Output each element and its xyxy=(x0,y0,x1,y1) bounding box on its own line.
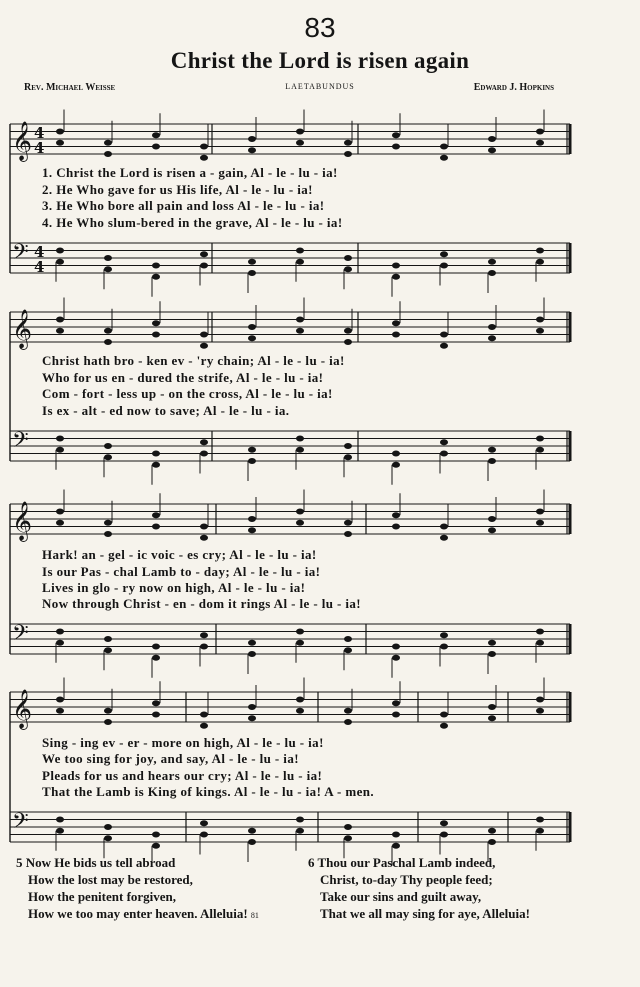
note-head xyxy=(56,817,64,823)
note-head xyxy=(536,697,544,703)
note-head xyxy=(344,443,352,449)
note-head xyxy=(488,828,496,834)
note-head xyxy=(536,317,544,323)
note-head xyxy=(488,270,496,276)
bass-clef: 𝄢 xyxy=(12,621,29,651)
note-head xyxy=(152,655,160,661)
note-head xyxy=(488,704,496,710)
note-head xyxy=(104,328,112,334)
verse-5 xyxy=(16,854,259,924)
note-head xyxy=(248,828,256,834)
note-head xyxy=(56,129,64,135)
note-head xyxy=(248,270,256,276)
note-head xyxy=(536,629,544,635)
verse-line: How we too may enter heaven. Alleluia! xyxy=(28,906,248,921)
lyric-line: Sing - ing ev - er - more on high, Al - le - lu - ia! xyxy=(42,735,324,750)
note-head xyxy=(56,509,64,515)
note-head xyxy=(488,259,496,265)
note-head xyxy=(296,640,304,646)
time-signature-top: 4 xyxy=(34,124,45,142)
lyric-line: Lives in glo - ry now on high, Al - le - lu - ia! xyxy=(42,580,306,595)
note-head xyxy=(344,339,352,345)
note-head xyxy=(296,509,304,515)
note-head xyxy=(248,516,256,522)
note-head xyxy=(344,719,352,725)
note-head xyxy=(296,317,304,323)
verse-line: Now He bids us tell abroad xyxy=(25,855,176,870)
note-head xyxy=(440,451,448,457)
music-credit: Edward J. Hopkins xyxy=(473,82,554,93)
note-head xyxy=(104,520,112,526)
note-head xyxy=(152,332,160,338)
verse-line: Thou our Paschal Lamb indeed, xyxy=(317,855,496,870)
note-head xyxy=(152,263,160,269)
note-head xyxy=(440,332,448,338)
note-head xyxy=(56,140,64,146)
note-head xyxy=(56,828,64,834)
note-head xyxy=(200,644,208,650)
note-head xyxy=(536,248,544,254)
note-head xyxy=(440,712,448,718)
lyric-line: Hark! an - gel - ic voic - es cry; Al - le - lu - ia! xyxy=(42,547,317,562)
note-head xyxy=(344,708,352,714)
note-head xyxy=(104,443,112,449)
note-head xyxy=(488,136,496,142)
note-head xyxy=(104,339,112,345)
note-head xyxy=(200,332,208,338)
lyric-line: 2. He Who gave for us His life, Al - le - lu - ia! xyxy=(42,182,313,197)
note-head xyxy=(536,328,544,334)
note-head xyxy=(104,636,112,642)
note-head xyxy=(104,531,112,537)
note-head xyxy=(56,328,64,334)
note-head xyxy=(392,644,400,650)
verse-number: 6 xyxy=(308,855,315,870)
note-head xyxy=(344,636,352,642)
note-head xyxy=(440,343,448,349)
note-head xyxy=(200,251,208,257)
note-head xyxy=(104,255,112,261)
note-head xyxy=(248,147,256,153)
note-head xyxy=(536,447,544,453)
note-head xyxy=(344,328,352,334)
note-head xyxy=(104,266,112,272)
note-head xyxy=(152,644,160,650)
note-head xyxy=(200,155,208,161)
note-head xyxy=(104,708,112,714)
note-head xyxy=(200,832,208,838)
note-head xyxy=(104,824,112,830)
note-head xyxy=(248,259,256,265)
note-head xyxy=(392,832,400,838)
lyric-line: Christ hath bro - ken ev - 'ry chain; Al - le - lu - ia! xyxy=(42,353,345,368)
note-head xyxy=(200,439,208,445)
note-head xyxy=(536,129,544,135)
time-signature-top: 4 xyxy=(34,243,45,261)
treble-clef: 𝄞 xyxy=(12,501,33,541)
note-head xyxy=(392,332,400,338)
lyric-line: Is our Pas - chal Lamb to - day; Al - le - lu - ia! xyxy=(42,564,321,579)
note-head xyxy=(248,651,256,657)
note-head xyxy=(536,259,544,265)
treble-clef: 𝄞 xyxy=(12,121,33,161)
note-head xyxy=(344,647,352,653)
note-head xyxy=(536,708,544,714)
lyric-line: 1. Christ the Lord is risen a - gain, Al - le - lu - ia! xyxy=(42,165,338,180)
note-head xyxy=(392,451,400,457)
note-head xyxy=(248,640,256,646)
note-head xyxy=(392,712,400,718)
note-head xyxy=(296,259,304,265)
note-head xyxy=(248,715,256,721)
note-head xyxy=(440,263,448,269)
note-head xyxy=(392,132,400,138)
hymn-title: Christ the Lord is risen again xyxy=(170,48,470,73)
note-head xyxy=(344,835,352,841)
note-head xyxy=(56,259,64,265)
words-credit: Rev. Michael Weisse xyxy=(24,82,116,93)
note-head xyxy=(152,512,160,518)
verse-6 xyxy=(308,854,530,922)
note-head xyxy=(104,140,112,146)
verse-number: 5 xyxy=(16,855,23,870)
lyric-line: Com - fort - less up - on the cross, Al - le - lu - ia! xyxy=(42,386,333,401)
note-head xyxy=(536,640,544,646)
note-head xyxy=(104,454,112,460)
note-head xyxy=(536,509,544,515)
note-head xyxy=(152,832,160,838)
note-head xyxy=(200,820,208,826)
time-signature-bottom: 4 xyxy=(34,258,45,276)
lyric-line: Is ex - alt - ed now to save; Al - le - lu - ia. xyxy=(42,403,290,418)
note-head xyxy=(152,451,160,457)
note-head xyxy=(248,324,256,330)
note-head xyxy=(296,129,304,135)
bass-clef: 𝄢 xyxy=(12,809,29,839)
note-head xyxy=(152,712,160,718)
verse-line: How the penitent forgiven, xyxy=(28,889,177,904)
bass-clef: 𝄢 xyxy=(12,240,29,270)
note-head xyxy=(392,263,400,269)
note-head xyxy=(344,531,352,537)
note-head xyxy=(440,820,448,826)
verse-line: That we all may sing for aye, Alleluia! xyxy=(320,906,530,921)
note-head xyxy=(104,151,112,157)
note-head xyxy=(488,147,496,153)
note-head xyxy=(440,155,448,161)
note-head xyxy=(296,328,304,334)
note-head xyxy=(56,248,64,254)
note-head xyxy=(152,274,160,280)
treble-clef: 𝄞 xyxy=(12,309,33,349)
note-head xyxy=(152,700,160,706)
note-head xyxy=(440,439,448,445)
note-head xyxy=(392,274,400,280)
note-head xyxy=(200,632,208,638)
time-signature-bottom: 4 xyxy=(34,139,45,157)
note-head xyxy=(344,824,352,830)
note-head xyxy=(488,527,496,533)
note-head xyxy=(152,320,160,326)
note-head xyxy=(344,140,352,146)
note-head xyxy=(488,715,496,721)
note-head xyxy=(440,632,448,638)
note-head xyxy=(440,524,448,530)
note-head xyxy=(536,436,544,442)
note-head xyxy=(248,704,256,710)
note-head xyxy=(296,817,304,823)
note-head xyxy=(296,248,304,254)
note-head xyxy=(440,644,448,650)
note-head xyxy=(488,651,496,657)
lyric-line: Pleads for us and hears our cry; Al - le - lu - ia! xyxy=(42,768,323,783)
note-head xyxy=(200,723,208,729)
note-head xyxy=(392,524,400,530)
note-head xyxy=(296,520,304,526)
note-head xyxy=(56,447,64,453)
note-head xyxy=(152,144,160,150)
note-head xyxy=(248,447,256,453)
note-head xyxy=(152,462,160,468)
hymn-number: 83 xyxy=(304,12,336,43)
note-head xyxy=(296,140,304,146)
note-head xyxy=(200,535,208,541)
note-head xyxy=(56,436,64,442)
note-head xyxy=(344,255,352,261)
treble-clef: 𝄞 xyxy=(12,689,33,729)
note-head xyxy=(392,144,400,150)
note-head xyxy=(488,324,496,330)
page-number: 81 xyxy=(250,911,259,920)
note-head xyxy=(440,723,448,729)
lyric-line: 3. He Who bore all pain and loss Al - le - lu - ia! xyxy=(42,198,325,213)
note-head xyxy=(296,629,304,635)
note-head xyxy=(200,343,208,349)
note-head xyxy=(536,140,544,146)
note-head xyxy=(200,263,208,269)
tune-name: LAETABUNDUS xyxy=(285,82,355,91)
note-head xyxy=(200,524,208,530)
note-head xyxy=(296,708,304,714)
bass-clef: 𝄢 xyxy=(12,428,29,458)
lyric-line: 4. He Who slum-bered in the grave, Al - le - lu - ia! xyxy=(42,215,343,230)
verse-line: How the lost may be restored, xyxy=(28,872,193,887)
note-head xyxy=(248,136,256,142)
note-head xyxy=(488,335,496,341)
note-head xyxy=(392,700,400,706)
note-head xyxy=(536,520,544,526)
note-head xyxy=(488,447,496,453)
note-head xyxy=(248,458,256,464)
note-head xyxy=(152,843,160,849)
note-head xyxy=(296,436,304,442)
note-head xyxy=(488,839,496,845)
lyric-line: We too sing for joy, and say, Al - le - lu - ia! xyxy=(42,751,299,766)
note-head xyxy=(344,151,352,157)
note-head xyxy=(56,640,64,646)
note-head xyxy=(56,697,64,703)
note-head xyxy=(56,708,64,714)
note-head xyxy=(344,454,352,460)
note-head xyxy=(392,843,400,849)
note-head xyxy=(440,535,448,541)
note-head xyxy=(392,655,400,661)
note-head xyxy=(152,132,160,138)
note-head xyxy=(296,828,304,834)
note-head xyxy=(536,817,544,823)
note-head xyxy=(104,719,112,725)
note-head xyxy=(296,447,304,453)
note-head xyxy=(536,828,544,834)
note-head xyxy=(488,516,496,522)
note-head xyxy=(200,712,208,718)
note-head xyxy=(200,144,208,150)
note-head xyxy=(392,320,400,326)
lyric-line: Who for us en - dured the strife, Al - le - lu - ia! xyxy=(42,370,324,385)
note-head xyxy=(296,697,304,703)
note-head xyxy=(248,839,256,845)
verse-line: Christ, to-day Thy people feed; xyxy=(320,872,493,887)
lyric-line: Now through Christ - en - dom it rings Al - le - lu - ia! xyxy=(42,596,362,611)
note-head xyxy=(200,451,208,457)
note-head xyxy=(104,647,112,653)
note-head xyxy=(248,527,256,533)
note-head xyxy=(440,251,448,257)
note-head xyxy=(344,266,352,272)
note-head xyxy=(344,520,352,526)
note-head xyxy=(152,524,160,530)
note-head xyxy=(488,640,496,646)
lyric-line: That the Lamb is King of kings. Al - le - lu - ia! A - men. xyxy=(42,784,375,799)
note-head xyxy=(56,317,64,323)
verse-line: Take our sins and guilt away, xyxy=(320,889,482,904)
note-head xyxy=(392,462,400,468)
note-head xyxy=(56,520,64,526)
note-head xyxy=(248,335,256,341)
note-head xyxy=(392,512,400,518)
note-head xyxy=(56,629,64,635)
note-head xyxy=(104,835,112,841)
note-head xyxy=(440,144,448,150)
note-head xyxy=(488,458,496,464)
note-head xyxy=(440,832,448,838)
